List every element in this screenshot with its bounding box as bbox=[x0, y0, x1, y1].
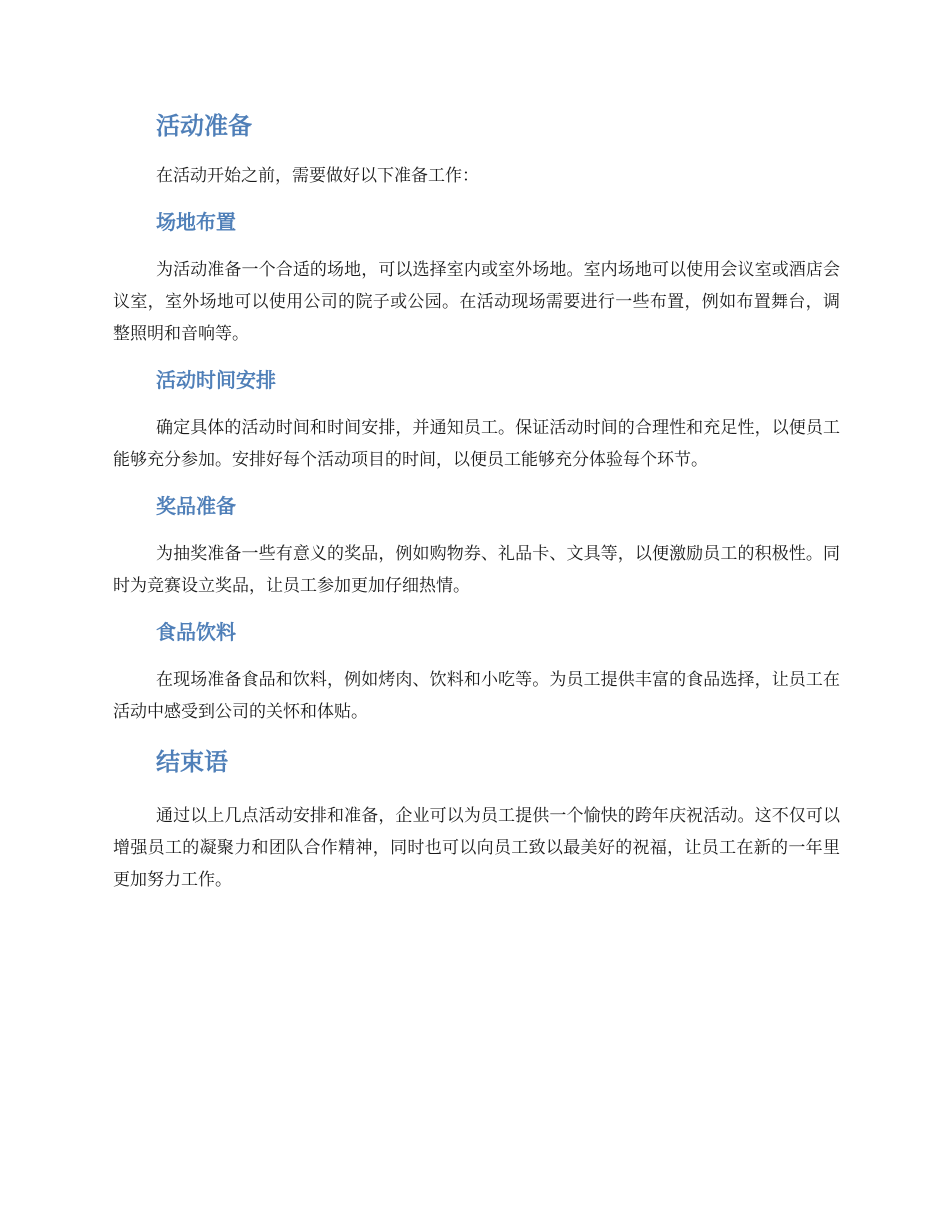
venue-paragraph: 为活动准备一个合适的场地，可以选择室内或室外场地。室内场地可以使用会议室或酒店会议室，室外场地可以使用公司的院子或公园。在活动现场需要进行一些布置，例如布置舞台，调整照明和音响等。 bbox=[113, 260, 840, 344]
conclusion-paragraph: 通过以上几点活动安排和准备，企业可以为员工提供一个愉快的跨年庆祝活动。这不仅可以增强员工的凝聚力和团队合作精神，同时也可以向员工致以最美好的祝福，让员工在新的一年里更加努力工作。 bbox=[113, 806, 840, 890]
food-heading: 食品饮料 bbox=[156, 620, 236, 644]
venue-heading: 场地布置 bbox=[156, 210, 236, 234]
conclusion-heading: 结束语 bbox=[156, 748, 228, 776]
schedule-heading: 活动时间安排 bbox=[156, 368, 276, 392]
food-paragraph: 在现场准备食品和饮料，例如烤肉、饮料和小吃等。为员工提供丰富的食品选择，让员工在活动中感受到公司的关怀和体贴。 bbox=[113, 670, 840, 722]
document-page bbox=[113, 106, 840, 896]
schedule-paragraph: 确定具体的活动时间和时间安排，并通知员工。保证活动时间的合理性和充足性，以便员工能够充分参加。安排好每个活动项目的时间，以便员工能够充分体验每个环节。 bbox=[113, 418, 840, 470]
prizes-heading: 奖品准备 bbox=[156, 494, 236, 518]
prep-intro-paragraph: 在活动开始之前，需要做好以下准备工作： bbox=[156, 166, 479, 186]
prep-heading: 活动准备 bbox=[156, 112, 252, 140]
prizes-paragraph: 为抽奖准备一些有意义的奖品，例如购物券、礼品卡、文具等，以便激励员工的积极性。同时为竞赛设立奖品，让员工参加更加仔细热情。 bbox=[113, 544, 840, 596]
